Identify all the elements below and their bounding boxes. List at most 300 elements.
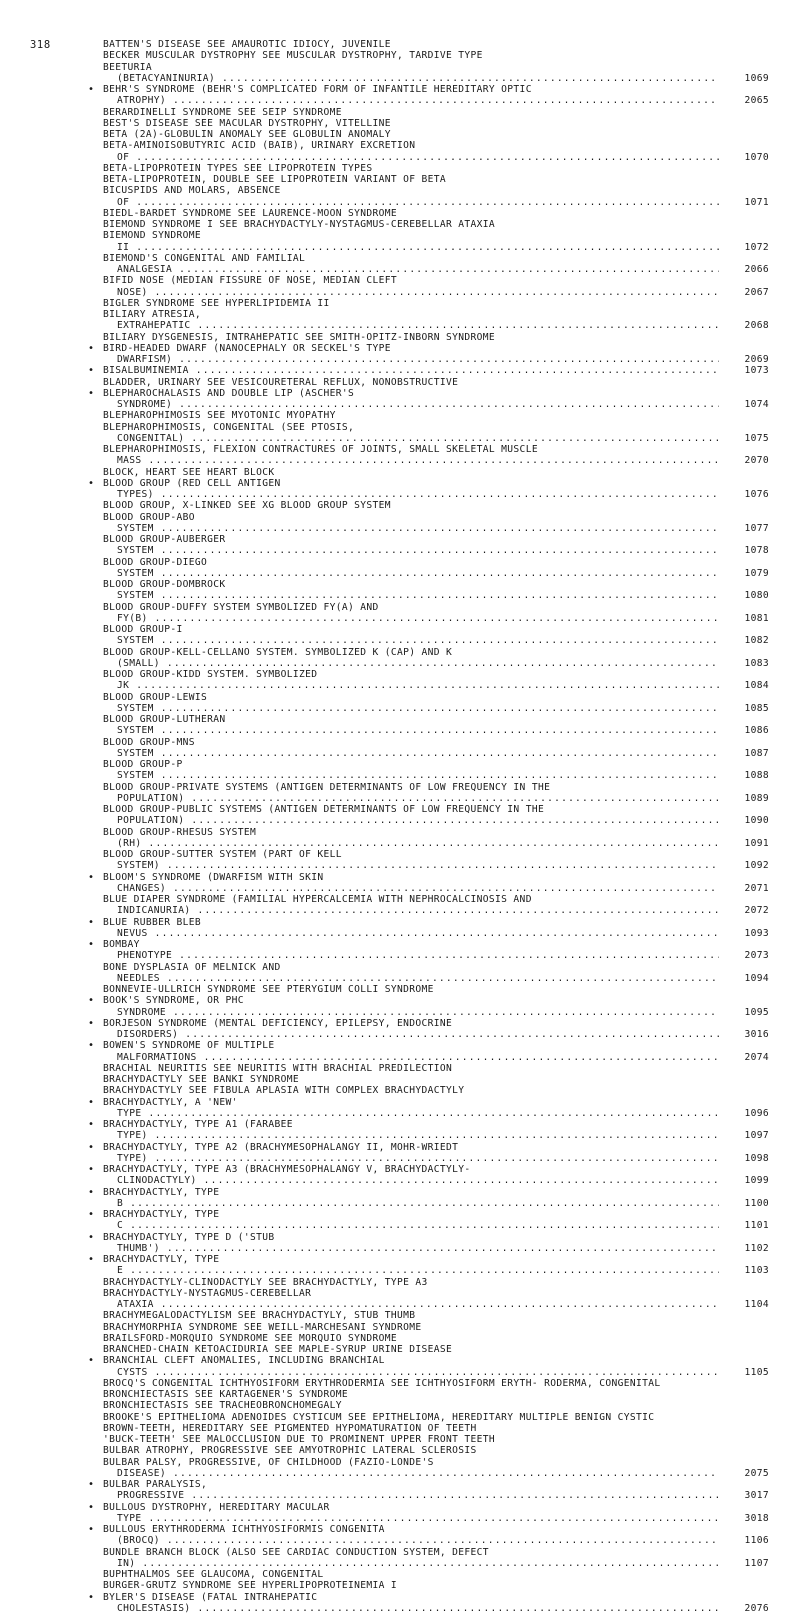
entry-text-block: [103, 804, 769, 827]
entry-text-block: [103, 759, 769, 782]
entry-title: BRACHYDACTYLY, A 'NEW' TYPE .....: [103, 1097, 769, 1119]
index-entry: [103, 917, 769, 940]
entry-title: BLOOD GROUP-RHESUS SYSTEM (RH) .....: [103, 827, 769, 849]
index-entry: [103, 388, 769, 411]
entry-text-block: [103, 444, 769, 467]
entry-title: BEHR'S SYNDROME (BEHR'S COMPLICATED FORM OF INFANTILE HEREDITARY OPTIC ATROPHY) .....: [103, 84, 769, 106]
entry-text-block: [103, 557, 769, 580]
entry-title: BIFID NOSE (MEDIAN FISSURE OF NOSE, MEDIAN CLEFT NOSE) .....: [103, 275, 769, 297]
entry-page-number: 1081: [719, 613, 769, 624]
entry-text-block: [103, 1040, 769, 1063]
entry-title: BOOK'S SYNDROME, OR PHC SYNDROME .....: [103, 995, 769, 1017]
entry-title: BIGLER SYNDROME SEE HYPERLIPIDEMIA II: [103, 298, 330, 309]
index-entry: [103, 692, 769, 715]
entry-title: BLOOD GROUP, X-LINKED SEE XG BLOOD GROUP SYSTEM: [103, 500, 391, 511]
entry-page-number: 1073: [719, 365, 769, 376]
index-entry: [103, 343, 769, 366]
entry-text-block: [103, 917, 769, 940]
entry-title: BLOOD GROUP-LUTHERAN SYSTEM .....: [103, 714, 769, 736]
entry-title: BRACHYDACTYLY, TYPE B .....: [103, 1187, 769, 1209]
entry-title: BATTEN'S DISEASE SEE AMAUROTIC IDIOCY, JUVENILE: [103, 39, 391, 50]
index-entry: [103, 174, 769, 185]
entry-text-block: [103, 230, 769, 253]
entry-text-block: [103, 1524, 769, 1547]
index-entry: [103, 995, 769, 1018]
entry-page-number: 1103: [719, 1265, 769, 1276]
index-entry: [103, 759, 769, 782]
entry-text-block: [103, 1592, 769, 1614]
index-entry: [103, 849, 769, 872]
entry-text-block: [103, 1412, 769, 1423]
index-entry: [103, 1524, 769, 1547]
index-entry: [103, 50, 769, 61]
entry-text-block: [103, 714, 769, 737]
index-entry: [103, 129, 769, 140]
entry-title: BEST'S DISEASE SEE MACULAR DYSTROPHY, VITELLINE: [103, 118, 391, 129]
entry-title: BLOOD GROUP (RED CELL ANTIGEN TYPES) .....: [103, 478, 769, 500]
index-entry: [103, 557, 769, 580]
entry-text-block: [103, 62, 769, 85]
entry-text-block: [103, 624, 769, 647]
entry-text-block: [103, 500, 769, 511]
entry-title: BULLOUS DYSTROPHY, HEREDITARY MACULAR TYPE .....: [103, 1502, 769, 1524]
entry-title: BRACHYDACTYLY, TYPE D ('STUB THUMB') .....: [103, 1232, 769, 1254]
index-entry: [103, 647, 769, 670]
entry-page-number: 1091: [719, 838, 769, 849]
entry-text-block: [103, 332, 769, 343]
entry-title: BONE DYSPLASIA OF MELNICK AND NEEDLES .....: [103, 962, 769, 984]
entry-text-block: [103, 669, 769, 692]
entry-title: BLOOD GROUP-P SYSTEM .....: [103, 759, 769, 781]
entry-title: BECKER MUSCULAR DYSTROPHY SEE MUSCULAR DYSTROPHY, TARDIVE TYPE: [103, 50, 483, 61]
index-entry: [103, 1580, 769, 1591]
entry-text-block: [103, 1569, 769, 1580]
index-entry: [103, 230, 769, 253]
entry-page-number: 3017: [719, 1490, 769, 1501]
entry-text-block: [103, 253, 769, 276]
entry-title: BOWEN'S SYNDROME OF MULTIPLE MALFORMATIONS .....: [103, 1040, 769, 1062]
index-entry: [103, 624, 769, 647]
entry-page-number: 1072: [719, 242, 769, 253]
entry-text-block: [103, 1423, 769, 1434]
entry-page-number: 1095: [719, 1007, 769, 1018]
entry-title: BETA-LIPOPROTEIN, DOUBLE SEE LIPOPROTEIN VARIANT OF BETA: [103, 174, 446, 185]
bullet-marker-icon: •: [88, 1119, 94, 1130]
entry-text-block: [103, 107, 769, 118]
bullet-marker-icon: •: [88, 1040, 94, 1051]
entry-page-number: 1075: [719, 433, 769, 444]
entry-text-block: [103, 174, 769, 185]
entry-title: BLEPHAROPHIMOSIS, CONGENITAL (SEE PTOSIS, CONGENITAL) .....: [103, 422, 769, 444]
entry-title: BRACHYDACTYLY SEE FIBULA APLASIA WITH COMPLEX BRACHYDACTYLY: [103, 1085, 464, 1096]
index-entry: [103, 737, 769, 760]
entry-title: BRACHYDACTYLY, TYPE A1 (FARABEE TYPE) .....: [103, 1119, 769, 1141]
entry-page-number: 1101: [719, 1220, 769, 1231]
index-entry: [103, 478, 769, 501]
entry-page-number: 1070: [719, 152, 769, 163]
index-entry: [103, 1569, 769, 1580]
entry-page-number: 1102: [719, 1243, 769, 1254]
entry-title: BEETURIA (BETACYANINURIA) .....: [103, 62, 769, 84]
entry-text-block: [103, 579, 769, 602]
entry-page-number: 1083: [719, 658, 769, 669]
index-entry: [103, 84, 769, 107]
entry-page-number: 1076: [719, 489, 769, 500]
entry-page-number: 2067: [719, 287, 769, 298]
entry-text-block: [103, 1018, 769, 1041]
entry-text-block: [103, 163, 769, 174]
index-entry: [103, 1119, 769, 1142]
bullet-marker-icon: •: [88, 1187, 94, 1198]
bullet-marker-icon: •: [88, 917, 94, 928]
entry-page-number: 1097: [719, 1130, 769, 1141]
index-entry: [103, 1063, 769, 1074]
entry-page-number: 1092: [719, 860, 769, 871]
entry-title: BLUE DIAPER SYNDROME (FAMILIAL HYPERCALCEMIA WITH NEPHROCALCINOSIS AND INDICANURIA) .....: [103, 894, 769, 916]
entry-text-block: [103, 984, 769, 995]
entry-text-block: [103, 185, 769, 208]
entry-text-block: [103, 343, 769, 366]
entry-title: BRACHYMORPHIA SYNDROME SEE WEILL-MARCHESANI SYNDROME: [103, 1322, 422, 1333]
entry-page-number: 1079: [719, 568, 769, 579]
index-entry: [103, 1074, 769, 1085]
entry-text-block: [103, 692, 769, 715]
entry-text-block: [103, 1502, 769, 1525]
entry-page-number: 1098: [719, 1153, 769, 1164]
entry-text-block: [103, 478, 769, 501]
entry-text-block: [103, 737, 769, 760]
index-entry: [103, 1097, 769, 1120]
index-entry: [103, 332, 769, 343]
index-entry: [103, 1423, 769, 1434]
index-entry: [103, 1502, 769, 1525]
index-entry: [103, 219, 769, 230]
entry-page-number: 1094: [719, 973, 769, 984]
index-entry: [103, 1142, 769, 1165]
index-entry: [103, 872, 769, 895]
index-entry: [103, 140, 769, 163]
entry-text-block: [103, 140, 769, 163]
bullet-marker-icon: •: [88, 388, 94, 399]
entry-text-block: [103, 298, 769, 309]
index-entry: [103, 1378, 769, 1389]
entry-title: BUNDLE BRANCH BLOCK (ALSO SEE CARDIAC CONDUCTION SYSTEM, DEFECT IN) .....: [103, 1547, 769, 1569]
entry-title: BORJESON SYNDROME (MENTAL DEFICIENCY, EPILEPSY, ENDOCRINE DISORDERS) .....: [103, 1018, 769, 1040]
index-entry: [103, 1040, 769, 1063]
entry-page-number: 2073: [719, 950, 769, 961]
entry-title: BLOOD GROUP-LEWIS SYSTEM .....: [103, 692, 769, 714]
index-entry: [103, 1310, 769, 1321]
entry-text-block: [103, 129, 769, 140]
entry-title: BLOOD GROUP-DOMBROCK SYSTEM .....: [103, 579, 769, 601]
entry-title: BONNEVIE-ULLRICH SYNDROME SEE PTERYGIUM COLLI SYNDROME: [103, 984, 434, 995]
index-entry: [103, 1333, 769, 1344]
index-entry: [103, 1232, 769, 1255]
index-entry: [103, 1400, 769, 1411]
index-entry: [103, 782, 769, 805]
entry-page-number: 1107: [719, 1558, 769, 1569]
entry-title: BLOOD GROUP-DUFFY SYSTEM SYMBOLIZED FY(A) AND FY(B) .....: [103, 602, 769, 624]
bullet-marker-icon: •: [88, 1502, 94, 1513]
entry-page-number: 1077: [719, 523, 769, 534]
bullet-marker-icon: •: [88, 1018, 94, 1029]
index-entry: [103, 1164, 769, 1187]
entry-page-number: 1099: [719, 1175, 769, 1186]
bullet-marker-icon: •: [88, 343, 94, 354]
entry-title: BILIARY ATRESIA, EXTRAHEPATIC .....: [103, 309, 769, 331]
entry-page-number: 2065: [719, 95, 769, 106]
entry-title: BRACHYDACTYLY-NYSTAGMUS-CEREBELLAR ATAXIA .....: [103, 1288, 769, 1310]
bullet-marker-icon: •: [88, 84, 94, 95]
entry-page-number: 2074: [719, 1052, 769, 1063]
entry-title: BRACHYDACTYLY SEE BANKI SYNDROME: [103, 1074, 299, 1085]
entry-text-block: [103, 1085, 769, 1096]
index-entry: [103, 1434, 769, 1445]
index-entry: [103, 1457, 769, 1480]
index-entry: [103, 534, 769, 557]
entry-text-block: [103, 647, 769, 670]
entry-text-block: [103, 1232, 769, 1255]
entry-page-number: 1106: [719, 1535, 769, 1546]
entry-title: BRONCHIECTASIS SEE TRACHEOBRONCHOMEGALY: [103, 1400, 342, 1411]
index-entry: [103, 365, 769, 376]
entry-text-block: [103, 1164, 769, 1187]
entry-page-number: 1096: [719, 1108, 769, 1119]
entry-page-number: 2076: [719, 1603, 769, 1614]
entry-page-number: 1087: [719, 748, 769, 759]
entry-text-block: [103, 1434, 769, 1445]
index-entry: [103, 377, 769, 388]
index-entry: [103, 1254, 769, 1277]
entry-text-block: [103, 995, 769, 1018]
entry-text-block: [103, 219, 769, 230]
index-entry: [103, 1412, 769, 1423]
entry-title: BURGER-GRUTZ SYNDROME SEE HYPERLIPOPROTEINEMIA I: [103, 1580, 397, 1591]
entry-text-block: [103, 512, 769, 535]
bullet-marker-icon: •: [88, 1254, 94, 1265]
entry-text-block: [103, 782, 769, 805]
entry-title: BLADDER, URINARY SEE VESICOURETERAL REFLUX, NONOBSTRUCTIVE: [103, 377, 458, 388]
index-entry: [103, 1344, 769, 1355]
index-entry: [103, 1445, 769, 1456]
entry-title: BLEPHAROPHIMOSIS SEE MYOTONIC MYOPATHY: [103, 410, 336, 421]
bullet-marker-icon: •: [88, 939, 94, 950]
entry-title: BERARDINELLI SYNDROME SEE SEIP SYNDROME: [103, 107, 342, 118]
entry-text-block: [103, 1457, 769, 1480]
entry-title: BETA-LIPOPROTEIN TYPES SEE LIPOPROTEIN TYPES: [103, 163, 373, 174]
entry-text-block: [103, 1288, 769, 1311]
entry-title: BRAILSFORD-MORQUIO SYNDROME SEE MORQUIO SYNDROME: [103, 1333, 397, 1344]
index-entry: [103, 208, 769, 219]
entry-title: BLOOD GROUP-I SYSTEM .....: [103, 624, 769, 646]
index-entry: [103, 467, 769, 478]
entry-title: BRACHIAL NEURITIS SEE NEURITIS WITH BRACHIAL PREDILECTION: [103, 1063, 452, 1074]
index-entry: [103, 410, 769, 421]
index-entry: [103, 1288, 769, 1311]
entry-page-number: 2068: [719, 320, 769, 331]
entry-title: BILIARY DYSGENESIS, INTRAHEPATIC SEE SMITH-OPITZ-INBORN SYNDROME: [103, 332, 495, 343]
index-entry: [103, 1322, 769, 1333]
entry-title: BLOOD GROUP-AUBERGER SYSTEM .....: [103, 534, 769, 556]
bullet-marker-icon: •: [88, 1524, 94, 1535]
entry-text-block: [103, 1310, 769, 1321]
entry-title: BRANCHIAL CLEFT ANOMALIES, INCLUDING BRANCHIAL CYSTS .....: [103, 1355, 769, 1377]
bullet-marker-icon: •: [88, 1479, 94, 1490]
entry-title: BRACHYDACTYLY, TYPE C .....: [103, 1209, 769, 1231]
entry-text-block: [103, 275, 769, 298]
entry-text-block: [103, 1344, 769, 1355]
entry-title: BLEPHAROPHIMOSIS, FLEXION CONTRACTURES OF JOINTS, SMALL SKELETAL MUSCLE MASS .....: [103, 444, 769, 466]
entry-text-block: [103, 1479, 769, 1502]
index-entry: [103, 500, 769, 511]
entry-title: BICUSPIDS AND MOLARS, ABSENCE OF .....: [103, 185, 769, 207]
entry-title: BRACHYDACTYLY, TYPE E .....: [103, 1254, 769, 1276]
page-number: 318: [30, 39, 51, 51]
bullet-marker-icon: •: [88, 995, 94, 1006]
index-entry: [103, 1209, 769, 1232]
entry-page-number: 1071: [719, 197, 769, 208]
entry-page-number: 1093: [719, 928, 769, 939]
entry-text-block: [103, 1142, 769, 1165]
index-entry: [103, 579, 769, 602]
entry-text-block: [103, 872, 769, 895]
entry-title: BROCQ'S CONGENITAL ICHTHYOSIFORM ERYTHRODERMIA SEE ICHTHYOSIFORM ERYTH- RODERMA, CONGENITAL: [103, 1378, 660, 1389]
entry-title: BRANCHED-CHAIN KETOACIDURIA SEE MAPLE-SYRUP URINE DISEASE: [103, 1344, 452, 1355]
entry-title: BLOOD GROUP-ABO SYSTEM .....: [103, 512, 769, 534]
entry-text-block: [103, 467, 769, 478]
entry-title: BULBAR ATROPHY, PROGRESSIVE SEE AMYOTROPHIC LATERAL SCLEROSIS: [103, 1445, 477, 1456]
entry-title: BLOOD GROUP-PUBLIC SYSTEMS (ANTIGEN DETERMINANTS OF LOW FREQUENCY IN THE POPULATION) .....: [103, 804, 769, 826]
entry-page-number: 1080: [719, 590, 769, 601]
entry-text-block: [103, 827, 769, 850]
entry-page-number: 1084: [719, 680, 769, 691]
entry-title: BLOOD GROUP-SUTTER SYSTEM (PART OF KELL SYSTEM) .....: [103, 849, 769, 871]
entry-page-number: 1089: [719, 793, 769, 804]
entry-text-block: [103, 39, 769, 50]
entry-title: BLOOD GROUP-DIEGO SYSTEM .....: [103, 557, 769, 579]
entry-page-number: 1090: [719, 815, 769, 826]
index-entry: [103, 602, 769, 625]
index-entry: [103, 894, 769, 917]
entry-title: BETA (2A)-GLOBULIN ANOMALY SEE GLOBULIN ANOMALY: [103, 129, 391, 140]
entry-title: BRACHYMEGALODACTYLISM SEE BRACHYDACTYLY, STUB THUMB: [103, 1310, 415, 1321]
index-entry: [103, 1389, 769, 1400]
index-entry: [103, 669, 769, 692]
bullet-marker-icon: •: [88, 1164, 94, 1175]
entry-text-block: [103, 1254, 769, 1277]
entry-page-number: 2066: [719, 264, 769, 275]
entry-title: BULLOUS ERYTHRODERMA ICHTHYOSIFORMIS CONGENITA (BROCQ) .....: [103, 1524, 769, 1546]
entry-title: BYLER'S DISEASE (FATAL INTRAHEPATIC CHOLESTASIS) .....: [103, 1592, 769, 1614]
entry-text-block: [103, 894, 769, 917]
index-entry: [103, 962, 769, 985]
entry-title: 'BUCK-TEETH' SEE MALOCCLUSION DUE TO PROMINENT UPPER FRONT TEETH: [103, 1434, 495, 1445]
entry-page-number: 2075: [719, 1468, 769, 1479]
index-entry: [103, 1592, 769, 1614]
entry-title: BLOOD GROUP-PRIVATE SYSTEMS (ANTIGEN DETERMINANTS OF LOW FREQUENCY IN THE POPULATION) .....: [103, 782, 769, 804]
entry-text-block: [103, 939, 769, 962]
index-entry: [103, 422, 769, 445]
index-entry: [103, 309, 769, 332]
index-entry: [103, 39, 769, 50]
index-entry: [103, 1547, 769, 1570]
index-entry: [103, 1355, 769, 1378]
entry-title: BRACHYDACTYLY-CLINODACTYLY SEE BRACHYDACTYLY, TYPE A3: [103, 1277, 428, 1288]
entry-page-number: 3016: [719, 1029, 769, 1040]
entry-page-number: 2071: [719, 883, 769, 894]
entry-text-block: [103, 208, 769, 219]
entry-title: BETA-AMINOISOBUTYRIC ACID (BAIB), URINARY EXCRETION OF .....: [103, 140, 769, 162]
entry-page-number: 1074: [719, 399, 769, 410]
entry-text-block: [103, 1378, 769, 1389]
entry-page-number: 1105: [719, 1367, 769, 1378]
entry-text-block: [103, 1333, 769, 1344]
bullet-marker-icon: •: [88, 1355, 94, 1366]
entry-text-block: [103, 1389, 769, 1400]
entry-text-block: [103, 1187, 769, 1210]
bullet-marker-icon: •: [88, 1142, 94, 1153]
entry-title: BRONCHIECTASIS SEE KARTAGENER'S SYNDROME: [103, 1389, 348, 1400]
index-entry: [103, 185, 769, 208]
entry-page-number: 1082: [719, 635, 769, 646]
entry-page-number: 1088: [719, 770, 769, 781]
index-entry: [103, 939, 769, 962]
entry-page-number: 1069: [719, 73, 769, 84]
entry-text-block: [103, 1277, 769, 1288]
entry-text-block: [103, 1547, 769, 1570]
entry-page-number: 2072: [719, 905, 769, 916]
bullet-marker-icon: •: [88, 365, 94, 376]
entry-text-block: [103, 1063, 769, 1074]
entry-page-number: 1086: [719, 725, 769, 736]
entry-title: BLOOD GROUP-MNS SYSTEM .....: [103, 737, 769, 759]
entry-text-block: [103, 388, 769, 411]
entry-title: BULBAR PARALYSIS, PROGRESSIVE .....: [103, 1479, 769, 1501]
entry-title: BULBAR PALSY, PROGRESSIVE, OF CHILDHOOD (FAZIO-LONDE'S DISEASE) .....: [103, 1457, 769, 1479]
entry-title: BROOKE'S EPITHELIOMA ADENOIDES CYSTICUM SEE EPITHELIOMA, HEREDITARY MULTIPLE BENIGN CYSTIC: [103, 1412, 654, 1423]
entry-text-block: [103, 50, 769, 61]
entry-text-block: [103, 1580, 769, 1591]
index-entry: [103, 1018, 769, 1041]
bullet-marker-icon: •: [88, 478, 94, 489]
entry-page-number: 1085: [719, 703, 769, 714]
entry-title: BLUE RUBBER BLEB NEVUS .....: [103, 917, 769, 939]
entry-text-block: [103, 1074, 769, 1085]
entry-title: BLOCK, HEART SEE HEART BLOCK: [103, 467, 275, 478]
index-entry: [103, 107, 769, 118]
entry-text-block: [103, 365, 769, 376]
index-list: [103, 39, 769, 1614]
entry-page-number: 1078: [719, 545, 769, 556]
entry-text-block: [103, 534, 769, 557]
index-entry: [103, 714, 769, 737]
entry-text-block: [103, 602, 769, 625]
entry-title: BRACHYDACTYLY, TYPE A3 (BRACHYMESOPHALANGY V, BRACHYDACTYLY-CLINODACTYLY) .....: [103, 1164, 769, 1186]
entry-title: BLOOD GROUP-KELL-CELLANO SYSTEM. SYMBOLIZED K (CAP) AND K (SMALL) .....: [103, 647, 769, 669]
bullet-marker-icon: •: [88, 1592, 94, 1603]
entry-text-block: [103, 1355, 769, 1378]
entry-text-block: [103, 422, 769, 445]
entry-title: BIRD-HEADED DWARF (NANOCEPHALY OR SECKEL'S TYPE DWARFISM) .....: [103, 343, 769, 365]
entry-page-number: 2070: [719, 455, 769, 466]
entry-text-block: [103, 309, 769, 332]
entry-text-block: [103, 377, 769, 388]
entry-title: BLOOM'S SYNDROME (DWARFISM WITH SKIN CHANGES) .....: [103, 872, 769, 894]
index-entry: [103, 1479, 769, 1502]
entry-title: BRACHYDACTYLY, TYPE A2 (BRACHYMESOPHALANGY II, MOHR-WRIEDT TYPE) .....: [103, 1142, 769, 1164]
entry-title: BIEMOND'S CONGENITAL AND FAMILIAL ANALGESIA .....: [103, 253, 769, 275]
index-entry: [103, 118, 769, 129]
